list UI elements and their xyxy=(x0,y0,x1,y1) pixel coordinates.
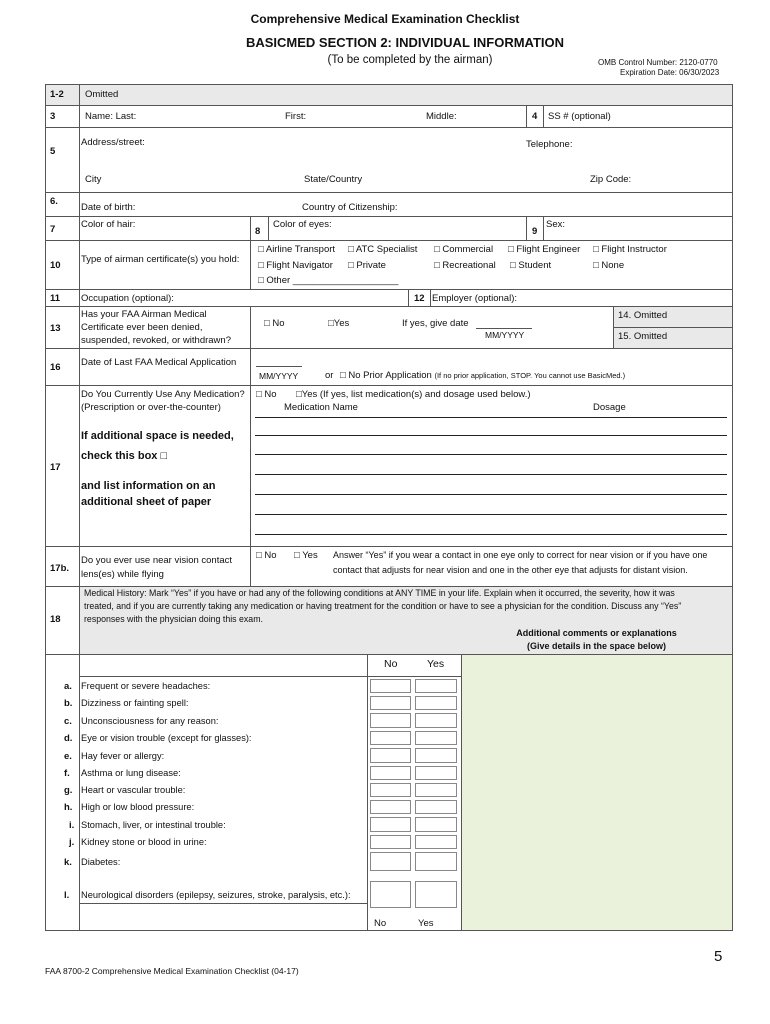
row-number: 4 xyxy=(532,111,538,122)
last-application-date-format: MM/YYYY xyxy=(259,371,299,381)
comments-header-line1: Additional comments or explanations xyxy=(516,628,677,638)
denied-yes-checkbox[interactable]: □Yes xyxy=(328,318,350,329)
medication-line[interactable] xyxy=(255,474,727,475)
medical-item-letter: i. xyxy=(69,819,75,831)
medical-item-yes-box[interactable] xyxy=(415,713,457,728)
row-number: 17 xyxy=(50,462,61,473)
section-title: BASICMED SECTION 2: INDIVIDUAL INFORMATION xyxy=(245,35,565,50)
state-field[interactable]: State/Country xyxy=(304,174,363,185)
row-number: 16 xyxy=(50,362,61,373)
row-number: 5 xyxy=(50,146,56,157)
medication-line[interactable] xyxy=(255,417,727,418)
medical-item-no-box[interactable] xyxy=(370,852,411,871)
row-number: 8 xyxy=(255,226,261,237)
occupation-field[interactable]: Occupation (optional): xyxy=(81,293,174,304)
medication-line[interactable] xyxy=(255,514,727,515)
medical-item-no-box[interactable] xyxy=(370,881,411,908)
contact-lens-yes-checkbox[interactable]: □ Yes xyxy=(294,550,318,561)
omitted-label: Omitted xyxy=(85,89,119,100)
last-application-label: Date of Last FAA Medical Application xyxy=(81,357,237,368)
last-application-date-line[interactable] xyxy=(256,366,302,367)
medical-item-no-box[interactable] xyxy=(370,731,411,745)
medical-item-no-box[interactable] xyxy=(370,679,411,693)
denied-question-line2: Certificate ever been denied, xyxy=(81,322,203,333)
cert-option-airline-transport[interactable]: □ Airline Transport xyxy=(258,244,336,255)
row-number: 11 xyxy=(50,293,61,304)
row-number: 13 xyxy=(50,323,61,334)
medication-line[interactable] xyxy=(255,454,727,455)
cert-option-flight-engineer[interactable]: □ Flight Engineer xyxy=(508,244,581,255)
contact-lens-note-line1: Answer “Yes” if you wear a contact in one eye only to correct for near vision or if you have one xyxy=(333,550,708,560)
omitted-15: 15. Omitted xyxy=(618,331,668,342)
divider xyxy=(79,676,461,677)
additional-space-line3: and list information on an xyxy=(81,480,216,492)
row-number: 6. xyxy=(50,196,58,207)
medical-item-label: Stomach, liver, or intestinal trouble: xyxy=(81,819,226,830)
medical-item-yes-box[interactable] xyxy=(415,679,457,693)
dosage-header: Dosage xyxy=(593,402,626,413)
medical-item-letter: h. xyxy=(64,802,73,813)
medical-item-letter: j. xyxy=(69,837,75,848)
medical-item-yes-box[interactable] xyxy=(415,835,457,849)
medical-item-letter: g. xyxy=(64,785,73,796)
medical-item-letter: f. xyxy=(64,768,70,779)
row-number: 18 xyxy=(50,614,61,625)
medical-item-no-box[interactable] xyxy=(370,748,411,763)
additional-space-checkbox[interactable]: check this box □ xyxy=(81,450,168,462)
cert-option-flight-instructor[interactable]: □ Flight Instructor xyxy=(593,244,667,255)
or-label: or xyxy=(325,370,334,381)
medical-item-label: Dizziness or fainting spell: xyxy=(81,698,189,708)
row-number: 3 xyxy=(50,111,56,122)
citizenship-field[interactable]: Country of Citizenship: xyxy=(302,202,398,213)
medical-item-label: Frequent or severe headaches: xyxy=(81,681,211,691)
medical-item-no-box[interactable] xyxy=(370,783,411,797)
medical-item-yes-box[interactable] xyxy=(415,731,457,745)
denied-date-line[interactable] xyxy=(476,328,532,329)
page-number: 5 xyxy=(714,948,723,965)
first-name-field[interactable]: First: xyxy=(285,111,307,122)
medical-item-letter: e. xyxy=(64,750,72,762)
additional-space-line1: If additional space is needed, xyxy=(81,430,234,442)
medical-item-yes-box[interactable] xyxy=(415,766,457,780)
cert-option-none[interactable]: □ None xyxy=(593,260,625,271)
yes-column-footer: Yes xyxy=(418,918,434,929)
give-date-label: If yes, give date xyxy=(402,318,469,329)
city-field[interactable]: City xyxy=(85,174,102,185)
expiration-date: Expiration Date: 06/30/2023 xyxy=(620,68,720,77)
telephone-field[interactable]: Telephone: xyxy=(526,139,573,150)
medication-question-line1: Do You Currently Use Any Medication? xyxy=(81,389,245,400)
medical-item-label: High or low blood pressure: xyxy=(81,802,195,812)
medical-item-label: Heart or vascular trouble: xyxy=(81,785,186,795)
row-number: 12 xyxy=(414,293,425,304)
medical-history-instructions-line2: treated, and if you are currently taking any medication or having treatment for the condition or have to see a physician for the condition. Discuss any “Yes” xyxy=(84,601,682,611)
cert-option-flight-navigator[interactable]: □ Flight Navigator xyxy=(258,260,333,271)
medical-history-instructions-line3: responses with the physician doing this exam. xyxy=(84,614,263,624)
zip-field[interactable]: Zip Code: xyxy=(590,174,632,185)
row-number: 1-2 xyxy=(50,89,64,100)
omb-number: OMB Control Number: 2120-0770 xyxy=(598,58,718,67)
contact-lens-note-line2: contact that adjusts for near vision and one in the other eye that adjusts for distant vision. xyxy=(333,565,688,575)
medical-item-label: Neurological disorders (epilepsy, seizures, stroke, paralysis, etc.): xyxy=(81,889,351,900)
no-column-footer: No xyxy=(374,918,387,929)
section-subtitle: (To be completed by the airman) xyxy=(327,54,493,66)
denied-question-line3: suspended, revoked, or withdrawn? xyxy=(81,335,231,346)
cert-option-other[interactable]: □ Other ____________________ xyxy=(258,275,399,286)
no-prior-note: (If no prior application, STOP. You cannot use BasicMed.) xyxy=(434,371,626,380)
medical-item-yes-box[interactable] xyxy=(415,817,457,832)
medical-item-no-box[interactable] xyxy=(370,766,411,780)
form-number: FAA 8700-2 Comprehensive Medical Examination Checklist (04-17) xyxy=(45,966,299,976)
medical-item-letter: c. xyxy=(64,715,72,727)
last-name-field[interactable]: Name: Last: xyxy=(85,111,137,122)
medical-item-label: Kidney stone or blood in urine: xyxy=(81,837,207,847)
medical-history-instructions-line1: Medical History: Mark “Yes” if you have or had any of the following conditions at ANY TIME in your life. Explain when it occurred, the severity, how it was xyxy=(84,588,675,598)
denied-no-checkbox[interactable]: □ No xyxy=(264,318,285,329)
medical-item-no-box[interactable] xyxy=(370,835,411,849)
yes-column-header: Yes xyxy=(427,658,445,670)
middle-name-field[interactable]: Middle: xyxy=(426,111,457,122)
denied-date-format: MM/YYYY xyxy=(485,330,525,340)
eye-color-field[interactable]: Color of eyes: xyxy=(273,219,332,230)
medical-item-yes-box[interactable] xyxy=(415,696,457,710)
additional-space-line4: additional sheet of paper xyxy=(81,496,212,508)
medical-item-letter: b. xyxy=(64,698,73,709)
medical-item-label: Diabetes: xyxy=(81,856,121,867)
medical-item-yes-box[interactable] xyxy=(415,748,457,763)
medication-question-line2: (Prescription or over-the-counter) xyxy=(81,402,221,413)
medical-item-yes-box[interactable] xyxy=(415,800,457,814)
row-number: 9 xyxy=(532,226,538,237)
medical-item-label: Hay fever or allergy: xyxy=(81,750,165,761)
medical-item-label: Unconsciousness for any reason: xyxy=(81,715,219,726)
no-column-header: No xyxy=(384,658,398,670)
cert-option-student[interactable]: □ Student xyxy=(510,260,552,271)
medical-item-no-box[interactable] xyxy=(370,696,411,710)
cert-option-recreational[interactable]: □ Recreational xyxy=(434,260,496,271)
row-number: 17b. xyxy=(50,563,70,574)
address-field[interactable]: Address/street: xyxy=(81,137,145,148)
medical-item-yes-box[interactable] xyxy=(415,852,457,871)
medical-item-letter: a. xyxy=(64,681,72,692)
medication-line[interactable] xyxy=(255,435,727,436)
row-number: 10 xyxy=(50,260,61,271)
hair-color-field[interactable]: Color of hair: xyxy=(81,219,136,230)
employer-field[interactable]: Employer (optional): xyxy=(432,293,518,304)
medication-line[interactable] xyxy=(255,534,727,535)
contact-lens-no-checkbox[interactable]: □ No xyxy=(256,550,277,561)
medication-name-header: Medication Name xyxy=(284,402,358,413)
comments-header-line2: (Give details in the space below) xyxy=(526,641,667,651)
ssn-field[interactable]: SS # (optional) xyxy=(548,111,611,122)
cert-option-private[interactable]: □ Private xyxy=(348,260,386,271)
no-prior-application-checkbox[interactable]: □ No Prior Application (If no prior application, STOP. You cannot use BasicMed.) xyxy=(340,370,626,381)
sex-field[interactable]: Sex: xyxy=(546,219,566,230)
medical-item-letter: k. xyxy=(64,856,72,868)
medical-item-no-box[interactable] xyxy=(370,713,411,728)
contact-lens-question-line1: Do you ever use near vision contact xyxy=(81,555,233,566)
cert-option-commercial[interactable]: □ Commercial xyxy=(434,244,494,255)
medication-yes-checkbox[interactable]: □Yes (If yes, list medication(s) and dosage used below.) xyxy=(296,389,531,400)
divider xyxy=(79,903,367,904)
omitted-14: 14. Omitted xyxy=(618,310,668,321)
medical-item-letter: d. xyxy=(64,733,73,744)
medical-item-label: Asthma or lung disease: xyxy=(81,768,181,778)
contact-lens-question-line2: lens(es) while flying xyxy=(81,569,164,580)
medication-no-checkbox[interactable]: □ No xyxy=(256,389,277,400)
dob-field[interactable]: Date of birth: xyxy=(81,202,136,213)
medication-line[interactable] xyxy=(255,494,727,495)
medical-item-letter: l. xyxy=(64,889,70,901)
medical-item-no-box[interactable] xyxy=(370,800,411,814)
cert-option-atc-specialist[interactable]: □ ATC Specialist xyxy=(348,244,418,255)
row-number: 7 xyxy=(50,224,56,235)
medical-item-label: Eye or vision trouble (except for glasses): xyxy=(81,733,252,743)
certificate-type-label: Type of airman certificate(s) you hold: xyxy=(81,254,240,265)
medical-item-no-box[interactable] xyxy=(370,817,411,832)
medical-item-yes-box[interactable] xyxy=(415,783,457,797)
denied-question-line1: Has your FAA Airman Medical xyxy=(81,309,207,320)
medical-item-yes-box[interactable] xyxy=(415,881,457,908)
form-title: Comprehensive Medical Examination Checklist xyxy=(250,12,520,26)
